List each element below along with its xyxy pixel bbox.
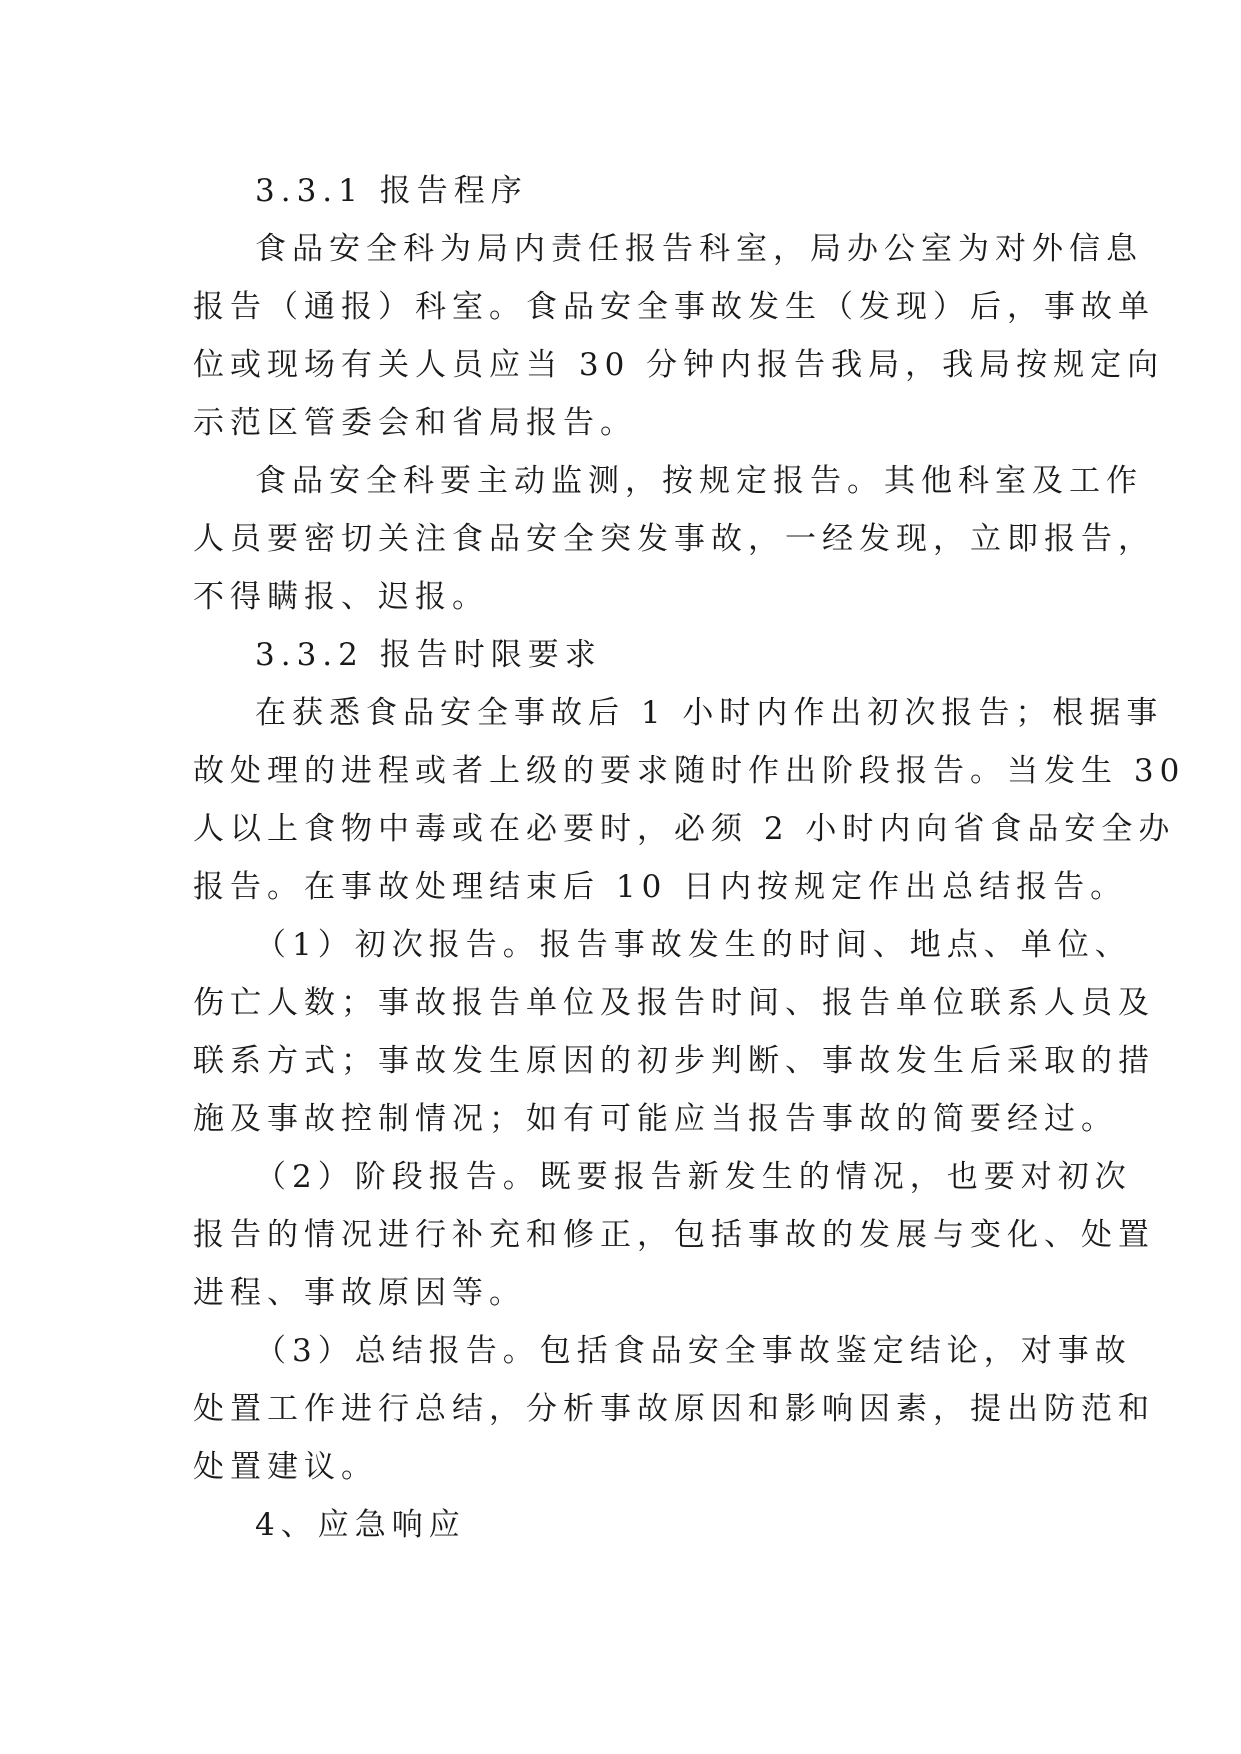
- paragraph-line: 进程、事故原因等。: [193, 1275, 526, 1311]
- section-heading-3-3-1: 3.3.1 报告程序: [255, 173, 528, 209]
- list-item-summary-report: （3）总结报告。包括食品安全事故鉴定结论，对事故: [255, 1333, 1132, 1369]
- paragraph-line: 人员要密切关注食品安全突发事故，一经发现，立即报告，: [193, 521, 1155, 557]
- list-item-stage-report: （2）阶段报告。既要报告新发生的情况，也要对初次: [255, 1159, 1132, 1195]
- paragraph-line: 报告。在事故处理结束后 10 日内按规定作出总结报告。: [193, 869, 1128, 905]
- paragraph-line: 联系方式；事故发生原因的初步判断、事故发生后采取的措: [193, 1043, 1155, 1079]
- paragraph-line: 位或现场有关人员应当 30 分钟内报告我局，我局按规定向: [193, 347, 1165, 383]
- paragraph-line: 报告的情况进行补充和修正，包括事故的发展与变化、处置: [193, 1217, 1155, 1253]
- paragraph-line: 处置工作进行总结，分析事故原因和影响因素，提出防范和: [193, 1391, 1155, 1427]
- paragraph-line: 故处理的进程或者上级的要求随时作出阶段报告。当发生 30: [193, 753, 1186, 789]
- section-heading-4: 4、应急响应: [255, 1507, 466, 1543]
- paragraph-line: 伤亡人数；事故报告单位及报告时间、报告单位联系人员及: [193, 985, 1155, 1021]
- paragraph-line: 食品安全科为局内责任报告科室，局办公室为对外信息: [255, 231, 1143, 267]
- document-body: [193, 162, 1186, 1554]
- paragraph-line: 施及事故控制情况；如有可能应当报告事故的简要经过。: [193, 1101, 1118, 1137]
- list-item-initial-report: （1）初次报告。报告事故发生的时间、地点、单位、: [255, 927, 1132, 963]
- paragraph-line: 报告（通报）科室。食品安全事故发生（发现）后，事故单: [193, 289, 1155, 325]
- section-heading-3-3-2: 3.3.2 报告时限要求: [255, 637, 602, 673]
- paragraph-line: 人以上食物中毒或在必要时，必须 2 小时内向省食品安全办: [193, 811, 1176, 847]
- paragraph-line: 食品安全科要主动监测，按规定报告。其他科室及工作: [255, 463, 1143, 499]
- paragraph-line: 在获悉食品安全事故后 1 小时内作出初次报告；根据事: [255, 695, 1164, 731]
- paragraph-line: 处置建议。: [193, 1449, 378, 1485]
- paragraph-line: 示范区管委会和省局报告。: [193, 405, 637, 441]
- paragraph-line: 不得瞒报、迟报。: [193, 579, 489, 615]
